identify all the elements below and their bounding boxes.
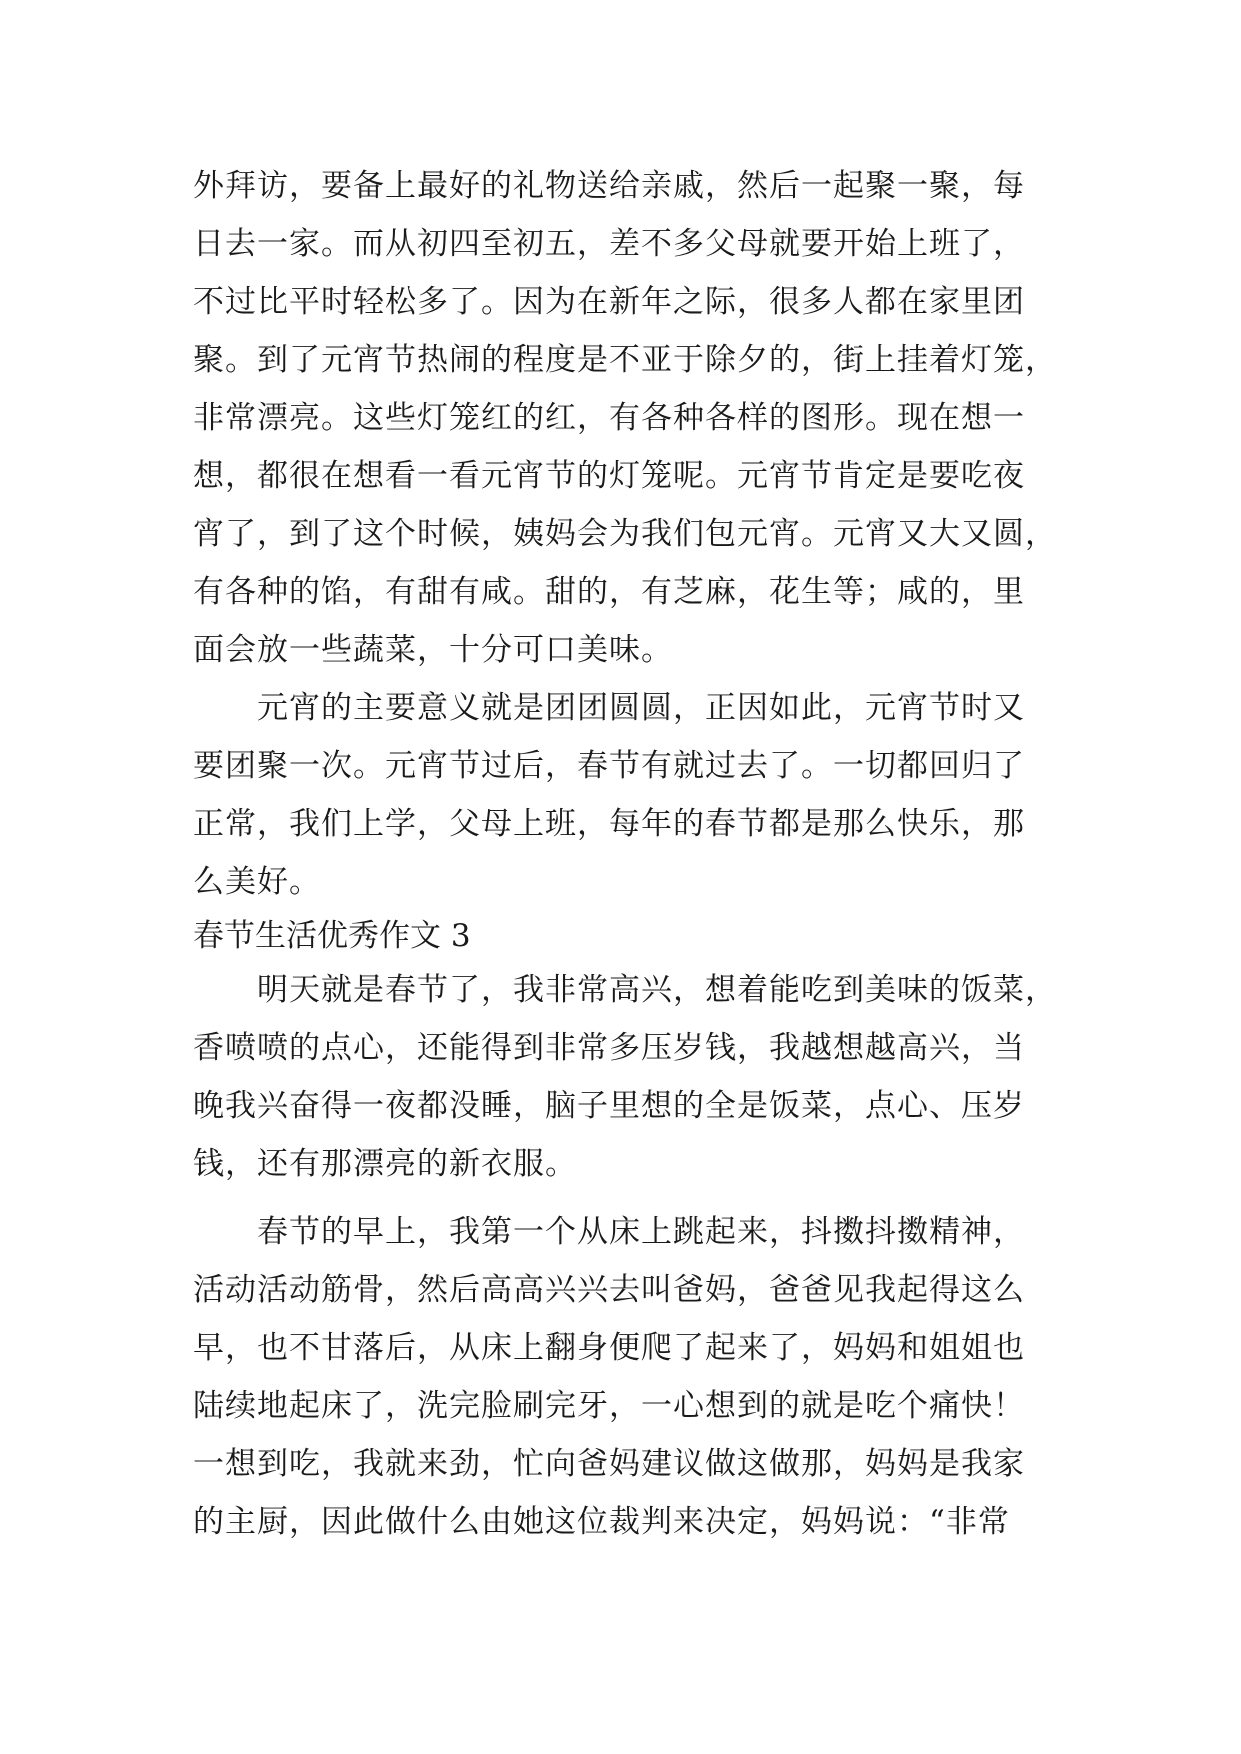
text-line: 么美好。 <box>193 864 321 900</box>
text-line: 不过比平时轻松多了。因为在新年之际，很多人都在家里团 <box>193 284 1025 320</box>
text-line: 外拜访，要备上最好的礼物送给亲戚，然后一起聚一聚，每 <box>193 168 1025 204</box>
text-line: 宵了，到了这个时候，姨妈会为我们包元宵。元宵又大又圆， <box>193 516 1057 552</box>
text-line: 香喷喷的点心，还能得到非常多压岁钱，我越想越高兴，当 <box>193 1030 1025 1066</box>
text-line: 日去一家。而从初四至初五，差不多父母就要开始上班了， <box>193 226 1025 262</box>
text-line: 陆续地起床了，洗完脸刷完牙，一心想到的就是吃个痛快！ <box>193 1388 1025 1424</box>
text-line: 晚我兴奋得一夜都没睡，脑子里想的全是饭菜，点心、压岁 <box>193 1088 1025 1124</box>
text-line: 要团聚一次。元宵节过后，春节有就过去了。一切都回归了 <box>193 748 1025 784</box>
text-line: 聚。到了元宵节热闹的程度是不亚于除夕的，街上挂着灯笼， <box>193 342 1057 378</box>
paragraph-first-line: 元宵的主要意义就是团团圆圆，正因如此，元宵节时又 <box>257 690 1025 726</box>
text-line: 正常，我们上学，父母上班，每年的春节都是那么快乐，那 <box>193 806 1025 842</box>
text-line: 一想到吃，我就来劲，忙向爸妈建议做这做那，妈妈是我家 <box>193 1446 1025 1482</box>
text-line: 非常漂亮。这些灯笼红的红，有各种各样的图形。现在想一 <box>193 400 1025 436</box>
text-line: 有各种的馅，有甜有咸。甜的，有芝麻，花生等；咸的，里 <box>193 574 1025 610</box>
text-line: 面会放一些蔬菜，十分可口美味。 <box>193 632 673 668</box>
text-line: 钱，还有那漂亮的新衣服。 <box>193 1146 577 1182</box>
text-line: 的主厨，因此做什么由她这位裁判来决定，妈妈说：“非常 <box>193 1504 1010 1540</box>
paragraph-first-line: 春节的早上，我第一个从床上跳起来，抖擞抖擞精神， <box>257 1214 1025 1250</box>
text-line: 想，都很在想看一看元宵节的灯笼呢。元宵节肯定是要吃夜 <box>193 458 1025 494</box>
paragraph-first-line: 明天就是春节了，我非常高兴，想着能吃到美味的饭菜， <box>257 972 1057 1008</box>
section-heading: 春节生活优秀作文 3 <box>193 918 471 954</box>
text-line: 早，也不甘落后，从床上翻身便爬了起来了，妈妈和姐姐也 <box>193 1330 1025 1366</box>
text-line: 活动活动筋骨，然后高高兴兴去叫爸妈，爸爸见我起得这么 <box>193 1272 1025 1308</box>
